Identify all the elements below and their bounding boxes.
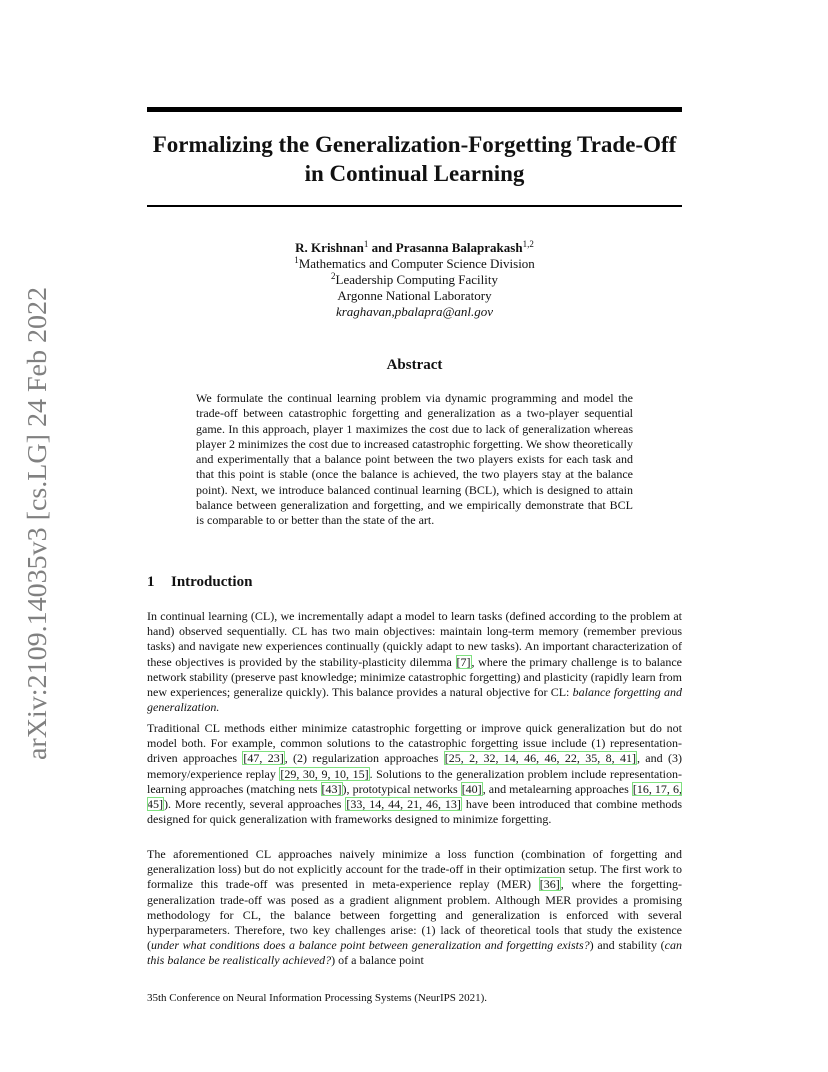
affiliation-1-mark: 1 <box>294 255 299 265</box>
intro-paragraph-3 <box>147 847 682 969</box>
author-1-affiliation: 1 <box>363 239 369 249</box>
author-names <box>147 240 682 256</box>
affiliation-3: Argonne National Laboratory <box>337 288 492 303</box>
title-line-2: in Continual Learning <box>304 161 525 186</box>
paper-title <box>147 130 682 188</box>
citation-link[interactable]: [7] <box>456 654 471 669</box>
text-run: ), prototypical networks <box>342 781 461 796</box>
author-1: R. Krishnan <box>295 240 364 255</box>
text-run: , and metalearning approaches <box>482 781 632 796</box>
citation-link[interactable]: [40] <box>461 781 482 796</box>
author-block <box>147 240 682 320</box>
affiliation-2-mark: 2 <box>331 271 336 281</box>
title-top-rule <box>147 107 682 112</box>
citation-link[interactable]: [43] <box>321 781 342 796</box>
section-number: 1 <box>147 574 155 590</box>
author-2: Prasanna Balaprakash <box>395 240 523 255</box>
text-run: ). More recently, several approaches <box>164 797 346 812</box>
citation-link[interactable]: [47, 23] <box>243 751 284 766</box>
arxiv-side-stamp <box>14 287 58 760</box>
affiliation-2 <box>147 272 682 288</box>
emphasis-text: can this balance be realistically achieved? <box>147 938 682 968</box>
author-2-affiliation: 1,2 <box>522 239 534 249</box>
affiliation-2-text: Leadership Computing Facility <box>335 272 498 287</box>
abstract-heading: Abstract <box>386 357 443 373</box>
text-run: Traditional CL methods either minimize catastrophic forgetting or improve quick generalization but do not model both. For example, common solutions to the catastrophic forgetting issue include (1) representation-driven approaches <box>147 721 682 766</box>
section-title: Introduction <box>171 574 253 590</box>
text-run: , where the primary challenge is to balance network stability (preserve past knowledge; minimize catastrophic forgetting) and plasticity (rapidly learn from new experiences; generalize quickly). This balance provides a natural objective for CL: <box>147 654 682 700</box>
intro-paragraph-1 <box>147 609 682 715</box>
intro-paragraph-2 <box>147 721 682 827</box>
text-run: have been introduced that combine methods designed for quick generalization with frameworks designed to minimize forgetting. <box>147 797 682 827</box>
text-run: In continual learning (CL), we incrementally adapt a model to learn tasks (defined according to the problem at hand) observed sequentially. CL has two main objectives: maintain long-term memory (remember previous tasks) and navigate new experiences continually (quickly adapt to new tasks). An important characterization of these objectives is provided by the stability-plasticity dilemma <box>147 609 682 669</box>
text-run: , (2) regularization approaches <box>284 751 444 766</box>
arxiv-identifier: arXiv:2109.14035v3 [cs.LG] 24 Feb 2022 <box>22 304 52 760</box>
citation-link[interactable]: [33, 14, 44, 21, 46, 13] <box>346 797 461 812</box>
text-run: The aforementioned CL approaches naively minimize a loss function (combination of forgetting and generalization loss) but do not explicitly account for the trade-off in their optimization setup. The first work to formalize this trade-off was presented in meta-experience replay (MER) <box>147 847 682 892</box>
text-run: ) of a balance point <box>331 953 424 968</box>
citation-link[interactable]: [29, 30, 9, 10, 15] <box>280 766 369 781</box>
citation-link[interactable]: [36] <box>539 877 560 892</box>
abstract-text: We formulate the continual learning problem via dynamic programming and model the trade-off between catastrophic forgetting and generalization as a two-player sequential game. In this approach, player 1 maximizes the cost due to lack of generalization whereas player 2 minimizes the cost due to increased catastrophic forgetting. We show theoretically and experimentally that a balance point between the two players exists for each task and that this point is stable (once the balance is achieved, the two players stay at the balance point). Next, we introduce balanced continual learning (BCL), which is designed to attain balance between generalization and forgetting, and we empirically demonstrate that BCL is comparable to or better than the state of the art. <box>196 391 633 527</box>
conference-footnote: 35th Conference on Neural Information Processing Systems (NeurIPS 2021). <box>147 992 488 1004</box>
text-run: ) and stability ( <box>589 938 665 953</box>
citation-link[interactable]: [25, 2, 32, 14, 46, 46, 22, 35, 8, 41] <box>444 751 636 766</box>
section-heading-introduction <box>147 574 252 591</box>
emphasis-text: balance forgetting and generalization. <box>147 685 683 715</box>
text-run: , and (3) memory/experience replay <box>147 751 682 781</box>
title-bottom-rule <box>147 205 682 207</box>
emphasis-text: under what conditions does a balance point between generalization and forgetting exists? <box>151 938 590 953</box>
text-run: , where the forgetting-generalization trade-off was posed as a gradient alignment problem. Although MER provides a promising methodology for CL, the balance between forgetting and generalization is enforced with several hyperparameters. Therefore, two key challenges arise: (1) lack of theoretical tools that study the existence ( <box>147 877 682 953</box>
text-run: . Solutions to the generalization problem include representation-learning approaches (matching nets <box>147 766 683 796</box>
author-email: kraghavan,pbalapra@anl.gov <box>335 304 494 319</box>
citation-link[interactable]: [16, 17, 6, 45] <box>147 781 682 812</box>
title-line-1: Formalizing the Generalization-Forgetting Trade-Off <box>152 132 677 157</box>
affiliation-1 <box>147 256 682 272</box>
affiliation-1-text: Mathematics and Computer Science Division <box>298 256 535 271</box>
author-conjunction: and <box>368 240 396 255</box>
